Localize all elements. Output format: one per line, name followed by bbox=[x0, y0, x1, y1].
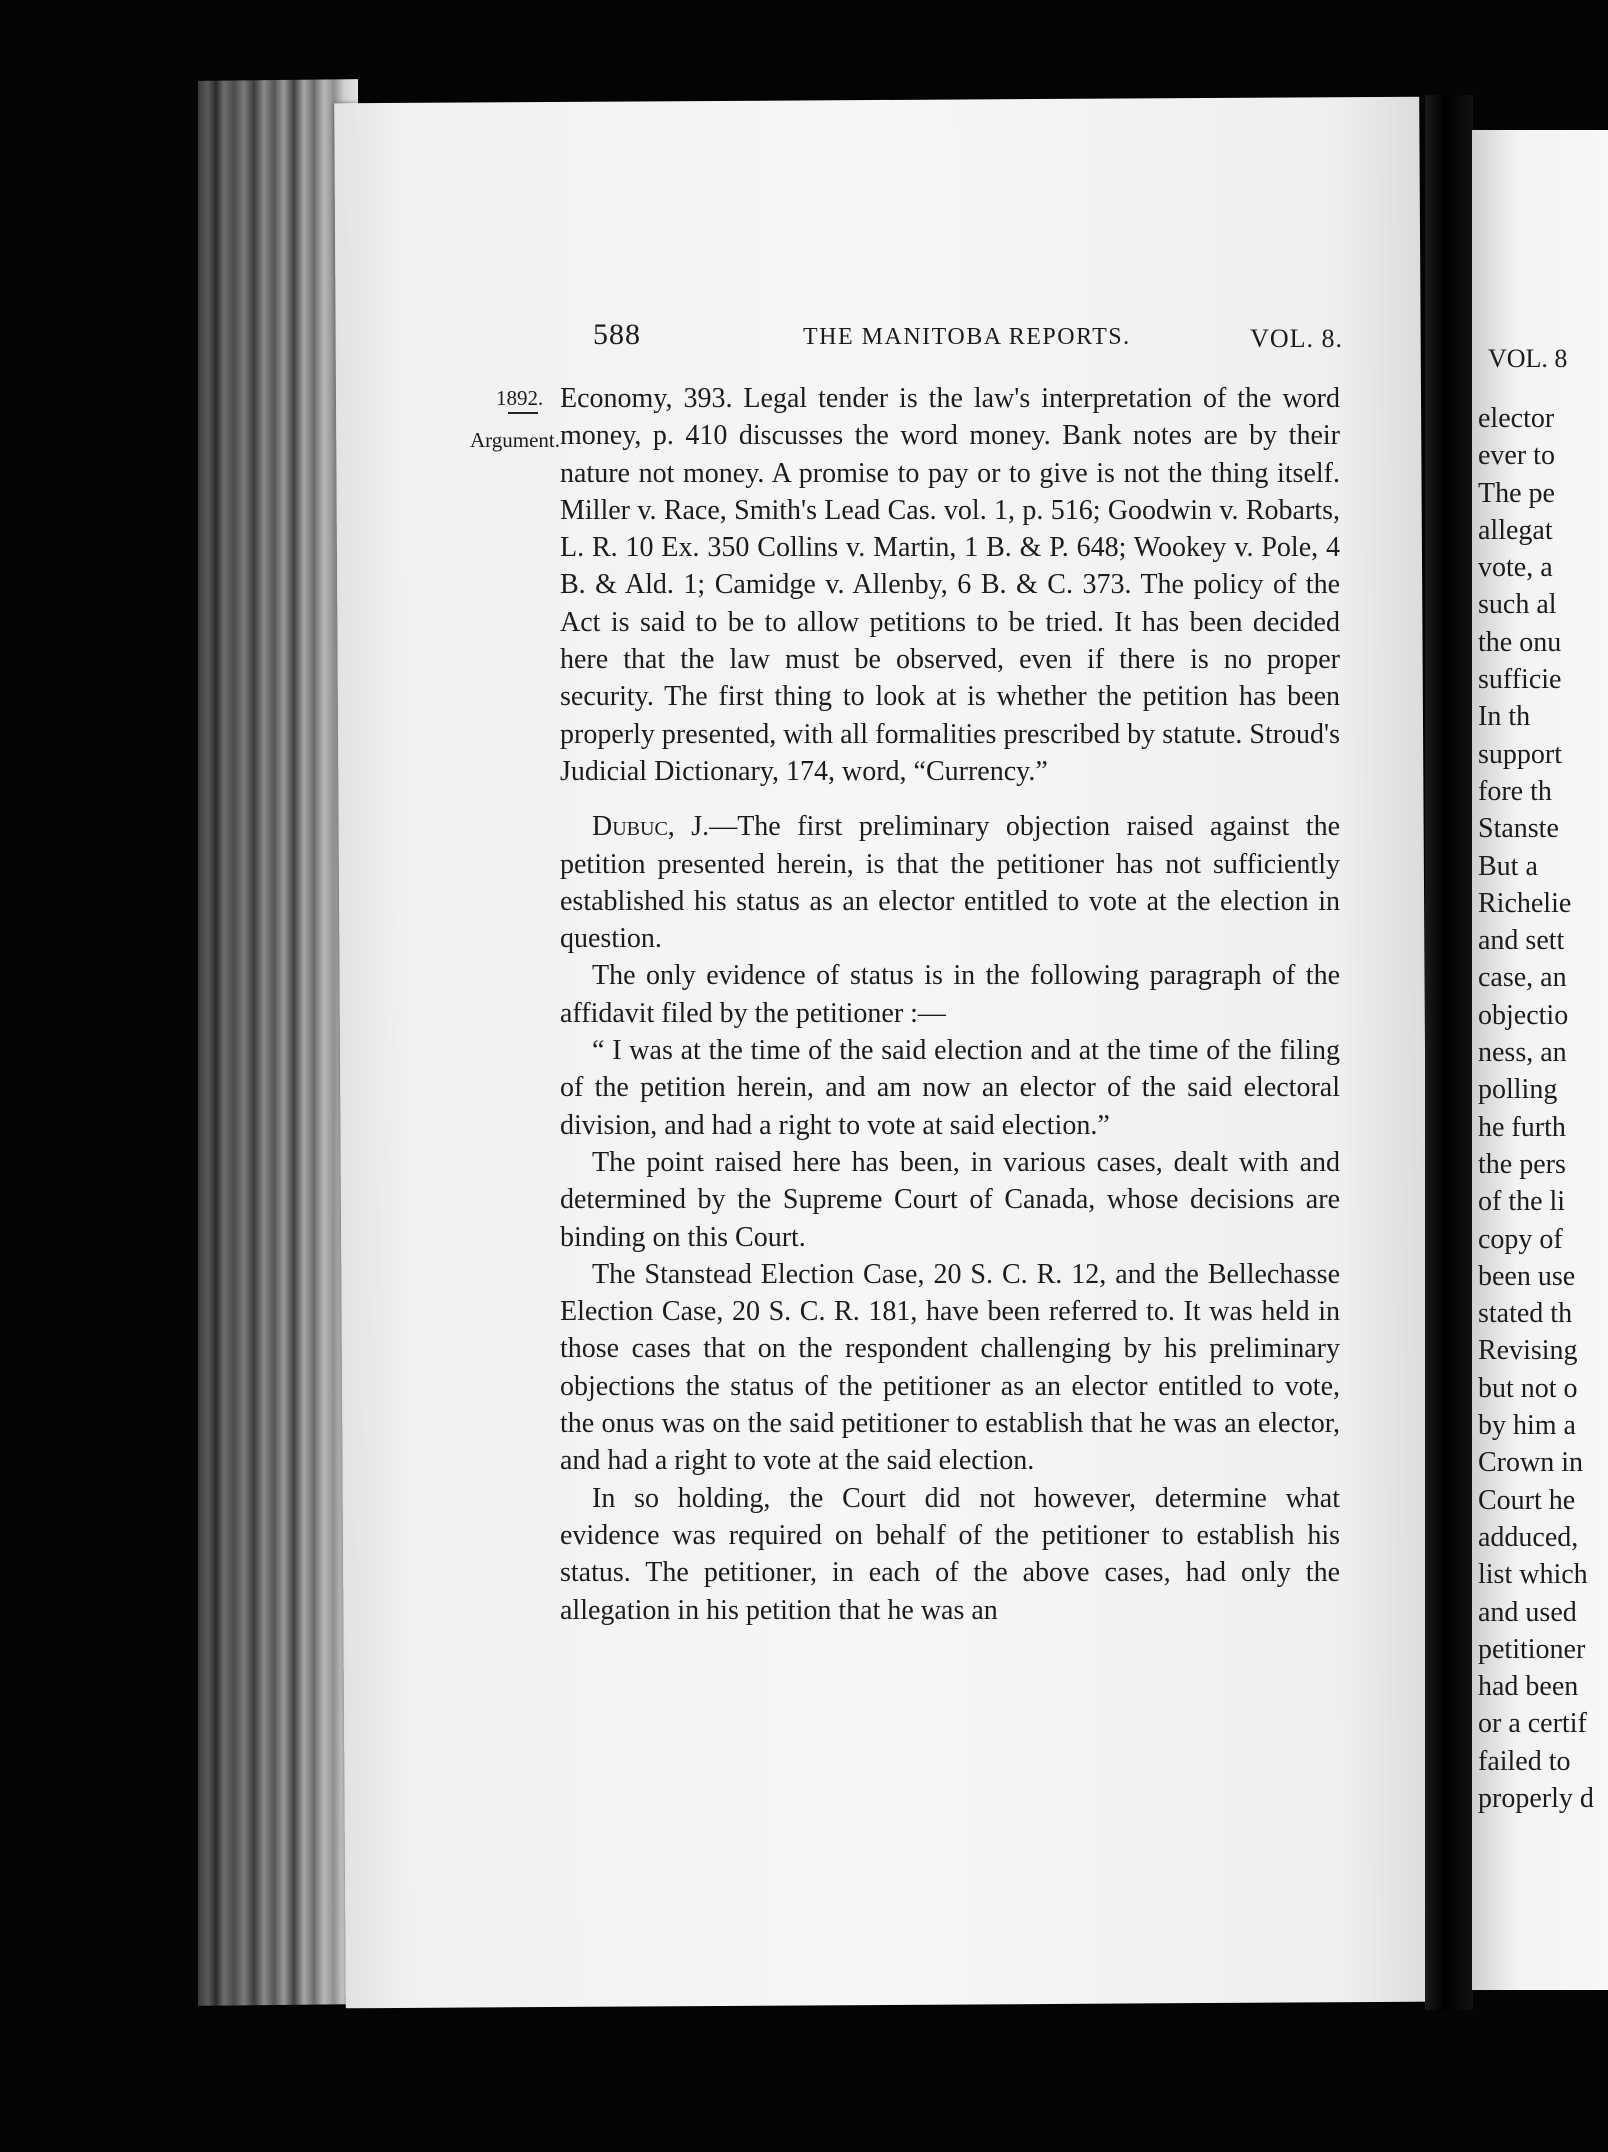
right-page-line: by him a bbox=[1478, 1410, 1576, 1442]
right-page-line: copy of bbox=[1478, 1223, 1563, 1255]
right-page-line: stated th bbox=[1478, 1298, 1573, 1330]
right-page-line: he furth bbox=[1478, 1111, 1566, 1143]
running-title: THE MANITOBA REPORTS. bbox=[803, 324, 1131, 350]
right-page-line: Revising bbox=[1478, 1335, 1578, 1367]
judgment-paragraph-5: The Stanstead Election Case, 20 S. C. R. 12, and the Bellechasse Election Case, 20 S. C. R. 181, have been referred to. It was held in those cases that on the respondent challenging by his preliminary objections the status of the petitioner as an elector entitled to vote, the onus was on the said petitioner to establish that he was an elector, and had a right to vote at the said election. bbox=[560, 1258, 1340, 1477]
body-text bbox=[560, 380, 1340, 1629]
right-page-line: allegat bbox=[1478, 514, 1553, 546]
right-page-line: adduced, bbox=[1478, 1521, 1579, 1553]
right-page-header: VOL. 8 bbox=[1488, 344, 1568, 373]
right-page-line: been use bbox=[1478, 1260, 1576, 1292]
volume-label: VOL. 8. bbox=[1250, 324, 1343, 353]
right-page-line: properly d bbox=[1478, 1782, 1594, 1814]
book-gutter bbox=[1425, 95, 1473, 2010]
right-page-line: had been bbox=[1478, 1671, 1579, 1703]
right-page-line: In th bbox=[1478, 701, 1531, 733]
right-page-line: vote, a bbox=[1478, 552, 1553, 584]
right-page-line: Court he bbox=[1478, 1484, 1576, 1516]
right-page-line: failed to bbox=[1478, 1745, 1571, 1777]
right-page-line: case, an bbox=[1478, 962, 1567, 994]
page-header bbox=[593, 318, 1343, 364]
right-page-line: objectio bbox=[1478, 999, 1569, 1031]
right-page-line: But a bbox=[1478, 850, 1538, 882]
right-page-line: support bbox=[1478, 738, 1562, 770]
right-page-line: elector bbox=[1478, 403, 1555, 434]
margin-label: Argument. bbox=[470, 428, 561, 452]
right-page-line: but not o bbox=[1478, 1372, 1578, 1404]
right-page-line: The pe bbox=[1478, 477, 1555, 509]
page-number: 588 bbox=[593, 318, 641, 351]
right-page-line: Richelie bbox=[1478, 887, 1572, 919]
judgment-paragraph-2: The only evidence of status is in the following paragraph of the affidavit filed by the petitioner :— bbox=[560, 960, 1340, 1029]
right-page-line: or a certif bbox=[1478, 1708, 1587, 1740]
right-page-line: Stanste bbox=[1478, 813, 1559, 845]
right-page-line: petitioner bbox=[1478, 1633, 1586, 1665]
right-page-line: fore th bbox=[1478, 775, 1552, 807]
right-page-line: Crown in bbox=[1478, 1447, 1583, 1479]
argument-paragraph: Economy, 393. Legal tender is the law's interpretation of the word money, p. 410 discusses the word money. Bank notes are by their nature not money. A promise to pay or to give is not the thing itself. Miller v. Race, Smith's Lead Cas. vol. 1, p. 516; Goodwin v. Robarts, L. R. 10 Ex. 350 Collins v. Martin, 1 B. & P. 648; Wookey v. Pole, 4 B. & Ald. 1; Camidge v. Allenby, 6 B. & C. 373. The policy of the Act is said to be to allow petitions to be tried. It has been decided here that the law must be observed, even if there is no proper security. The first thing to look at is whether the petition has been properly presented, with all formalities prescribed by statute. Stroud's Judicial Dictionary, 174, word, “Currency.” bbox=[560, 383, 1340, 787]
right-page-line: and sett bbox=[1478, 925, 1565, 957]
right-page-line: polling bbox=[1478, 1074, 1558, 1106]
right-page-line: list which bbox=[1478, 1559, 1588, 1591]
judgment-opening bbox=[560, 808, 1340, 957]
judgment-paragraph-1: —The first preliminary objection raised against the petition presented herein, is that the petitioner has not sufficiently established his status as an elector entitled to vote at the election in question. bbox=[560, 811, 1340, 955]
right-page-line: the pers bbox=[1478, 1148, 1566, 1180]
right-page-line: ever to bbox=[1478, 440, 1555, 472]
quoted-affidavit: “ I was at the time of the said election and at the time of the filing of the petition herein, and am now an elector of the said electoral division, and had a right to vote at said election.” bbox=[560, 1035, 1340, 1141]
right-page-text bbox=[1478, 400, 1608, 1817]
right-page-line: of the li bbox=[1478, 1186, 1566, 1218]
judgment-paragraph-4: The point raised here has been, in various cases, dealt with and determined by the Supreme Court of Canada, whose decisions are binding on this Court. bbox=[560, 1146, 1340, 1253]
right-page-line: the onu bbox=[1478, 626, 1562, 658]
margin-rule bbox=[508, 412, 538, 414]
page-edges bbox=[198, 79, 358, 2006]
right-page-line: ness, an bbox=[1478, 1037, 1567, 1069]
right-page-line: such al bbox=[1478, 589, 1557, 621]
judgment-paragraph-6: In so holding, the Court did not however, determine what evidence was required on behalf of the petitioner to establish his status. The petitioner, in each of the above cases, had only the allegation in his petition that he was an bbox=[560, 1482, 1340, 1626]
margin-year: 1892. bbox=[496, 386, 544, 410]
right-page-line: and used bbox=[1478, 1596, 1577, 1628]
right-page-line: sufficie bbox=[1478, 664, 1562, 696]
judge-name: Dubuc, J. bbox=[592, 811, 710, 843]
